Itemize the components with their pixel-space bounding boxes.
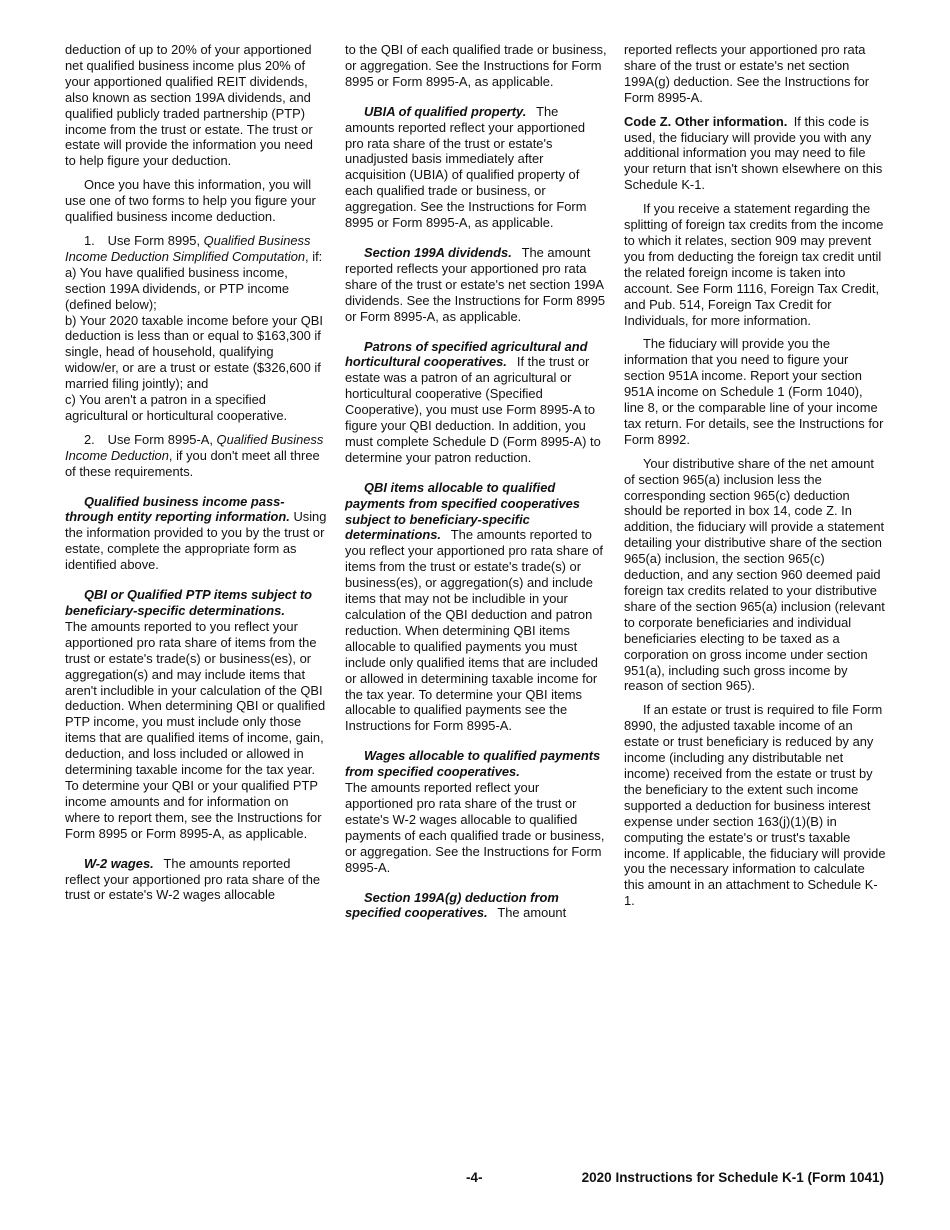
form-title: Qualified Business Income Deduction Simplified Computation (65, 232, 311, 264)
section-heading: Code Z. Other information. (624, 113, 788, 129)
paragraph: If an estate or trust is required to file Form 8990, the adjusted taxable income of an estate or trust beneficiary is reduced by any income (including any distributable net income) received from the estate or trust by the beneficiary to the extent such income supported a deduction for business interest expense under section 163(j)(1)(B) in computing the estate's or trust's taxable income. If applicable, the fiduciary will provide you the necessary information to calculate this amount in an attachment to Schedule K-1. (624, 702, 886, 909)
column-1 (65, 42, 327, 911)
section-heading (345, 748, 607, 780)
paragraph: The fiduciary will provide you the information that you need to figure your section 951A income. Report your section 951A income on Schedule 1 (Form 1040), line 8, or the comparable line of your income tax return. For details, see the Instructions for Form 8992. (624, 336, 884, 447)
section-heading-text: Wages allocable to qualified payments from specified cooperatives. (345, 748, 601, 780)
form-title: Qualified Business Income Deduction (65, 431, 324, 463)
paragraph-text: Using the information provided to you by the trust or estate, complete the appropriate form as identified above. (65, 509, 327, 573)
paragraph-text: If the trust or estate was a patron of an agricultural or horticultural cooperative (Specified Cooperative), you must use Form 8995-A to figure your QBI deduction. In addition, you must complete Schedule D (Form 8995-A) to determine your patron reduction. (345, 354, 601, 465)
list-item (65, 432, 327, 480)
paragraph: deduction of up to 20% of your apportioned net qualified business income plus 20% of your apportioned qualified REIT dividends, also known as section 199A dividends, and qualified publicly traded partnership (PTP) income from the trust or estate. The trust or estate will provide the information you need to help figure your deduction. (65, 42, 313, 169)
list-item (65, 233, 327, 265)
condition-b: b) Your 2020 taxable income before your QBI deduction is less than or equal to $163,300 if single, head of household, qualifying widow/er, or are a trust or estate ($326,600 if married filing jointly); and (65, 312, 323, 392)
paragraph (345, 339, 607, 466)
condition-c: c) You aren't a patron in a specified agricultural or horticultural cooperative. (65, 392, 288, 423)
list-item-text: , if you don't meet all three of these requirements. (65, 447, 320, 479)
paragraph-text: The amounts reported to you reflect your apportioned pro rata share of items from the trust or estate's trade(s) or business(es), or aggregation(s) and include items that may not be includible in your calculation of the QBI deduction and patron reduction. When determining QBI items allocable to qualified payments you must include only qualified items that are included or allowed in determining taxable income for the tax year. To determine your QBI items allocable to qualified payments see the Instructions for Form 8995-A. (345, 527, 603, 734)
list-item-text: 1. Use Form 8995, (84, 232, 204, 248)
section-heading: W-2 wages. (84, 855, 154, 871)
paragraph (65, 856, 327, 904)
paragraph: Once you have this information, you will use one of two forms to help you figure your qualified business income deduction. (65, 177, 316, 225)
paragraph: The amounts reported to you reflect your apportioned pro rata share of items from the trust or estate's trade(s) or business(es), or aggregation(s) and may include items that aren't includible in your calculation of the QBI deduction. When determining QBI or qualified PTP income, you must include only those items that are qualified items of income, gain, deduction, and loss included or allowed in determining taxable income for the tax year. To determine your QBI or your qualified PTP income amounts and for information on where to report them, see the Instructions for Form 8995 or Form 8995-A, as applicable. (65, 618, 326, 841)
paragraph-text: The amounts reported reflect your apportioned pro rata share of the trust or estate's unadjusted basis immediately after acquisition (UBIA) of qualified property of each qualified trade or business, or aggregation. See the Instructions for Form 8995 or Form 8995-A, as applicable. (345, 103, 587, 231)
section-heading (65, 587, 327, 619)
paragraph: Your distributive share of the net amount of section 965(a) inclusion less the corresponding section 965(c) deduction should be reported in box 14, code Z. In addition, the fiduciary will provide a statement detailing your distributive share of the section 965(a) inclusion, the section 965(c) deduction, and any section 960 deemed paid foreign tax credits related to your distributive share of the section 965(a) inclusion (relevant to corporate beneficiaries and individual beneficiaries electing to be taxed as a corporation on gross income under section 951(a), including such gross income by reason of section 965). (624, 455, 885, 694)
section-heading: Qualified business income pass-through entity reporting information. (65, 493, 290, 525)
column-2 (345, 42, 607, 929)
section-heading: Patrons of specified agricultural and horticultural cooperatives. (345, 338, 588, 370)
page-number: -4- (466, 1170, 483, 1185)
paragraph (345, 480, 607, 735)
paragraph (345, 104, 607, 231)
paragraph-text: The amount reported reflects your apportioned pro rata share of the trust or estate's net section 199A dividends. See the Instructions for Form 8995 or Form 8995-A, as applicable. (345, 244, 606, 324)
section-heading: Section 199A dividends. (364, 244, 512, 260)
paragraph-text: If this code is used, the fiduciary will provide you with any additional information you may need to file your return that isn't shown elsewhere on this Schedule K-1. (624, 113, 883, 193)
paragraph (345, 245, 607, 325)
condition-a: a) You have qualified business income, section 199A dividends, or PTP income (defined below); (65, 264, 290, 312)
section-heading: QBI items allocable to qualified payments from specified cooperatives subject to beneficiary-specific determinations. (345, 479, 580, 543)
page-footer (0, 1170, 950, 1190)
paragraph (345, 890, 607, 922)
paragraph: If you receive a statement regarding the splitting of foreign tax credits from the income to which it relates, section 909 may prevent you from deducting the foreign tax credit until the related foreign income is taken into account. See Form 1116, Foreign Tax Credit, and Pub. 514, Foreign Tax Credit for Individuals, for more information. (624, 201, 884, 328)
paragraph: reported reflects your apportioned pro rata share of the trust or estate's net section 199A(g) deduction. See the Instructions for Form 8995-A. (624, 42, 870, 105)
paragraph: to the QBI of each qualified trade or business, or aggregation. See the Instructions for Form 8995 or Form 8995-A, as applicable. (345, 42, 607, 89)
paragraph-text: The amount (487, 905, 567, 921)
paragraph: The amounts reported reflect your apportioned pro rata share of the trust or estate's W-2 wages allocable to qualified payments of each qualified trade or business, or aggregation. See the Instructions for Form 8995-A. (345, 780, 605, 875)
document-title: 2020 Instructions for Schedule K-1 (Form 1041) (581, 1170, 884, 1185)
paragraph-text: The amounts reported reflect your apportioned pro rata share of the trust or estate's W-2 wages allocable (65, 855, 321, 903)
paragraph (624, 114, 886, 194)
paragraph (65, 494, 327, 574)
column-3 (624, 42, 886, 917)
list-item-text: 2. Use Form 8995-A, (84, 431, 217, 447)
section-heading-text: QBI or Qualified PTP items subject to beneficiary-specific determinations. (65, 587, 313, 618)
list-item-text: , if: (305, 248, 323, 264)
section-heading: Section 199A(g) deduction from specified cooperatives. (345, 889, 559, 921)
section-heading: UBIA of qualified property. (364, 103, 527, 119)
